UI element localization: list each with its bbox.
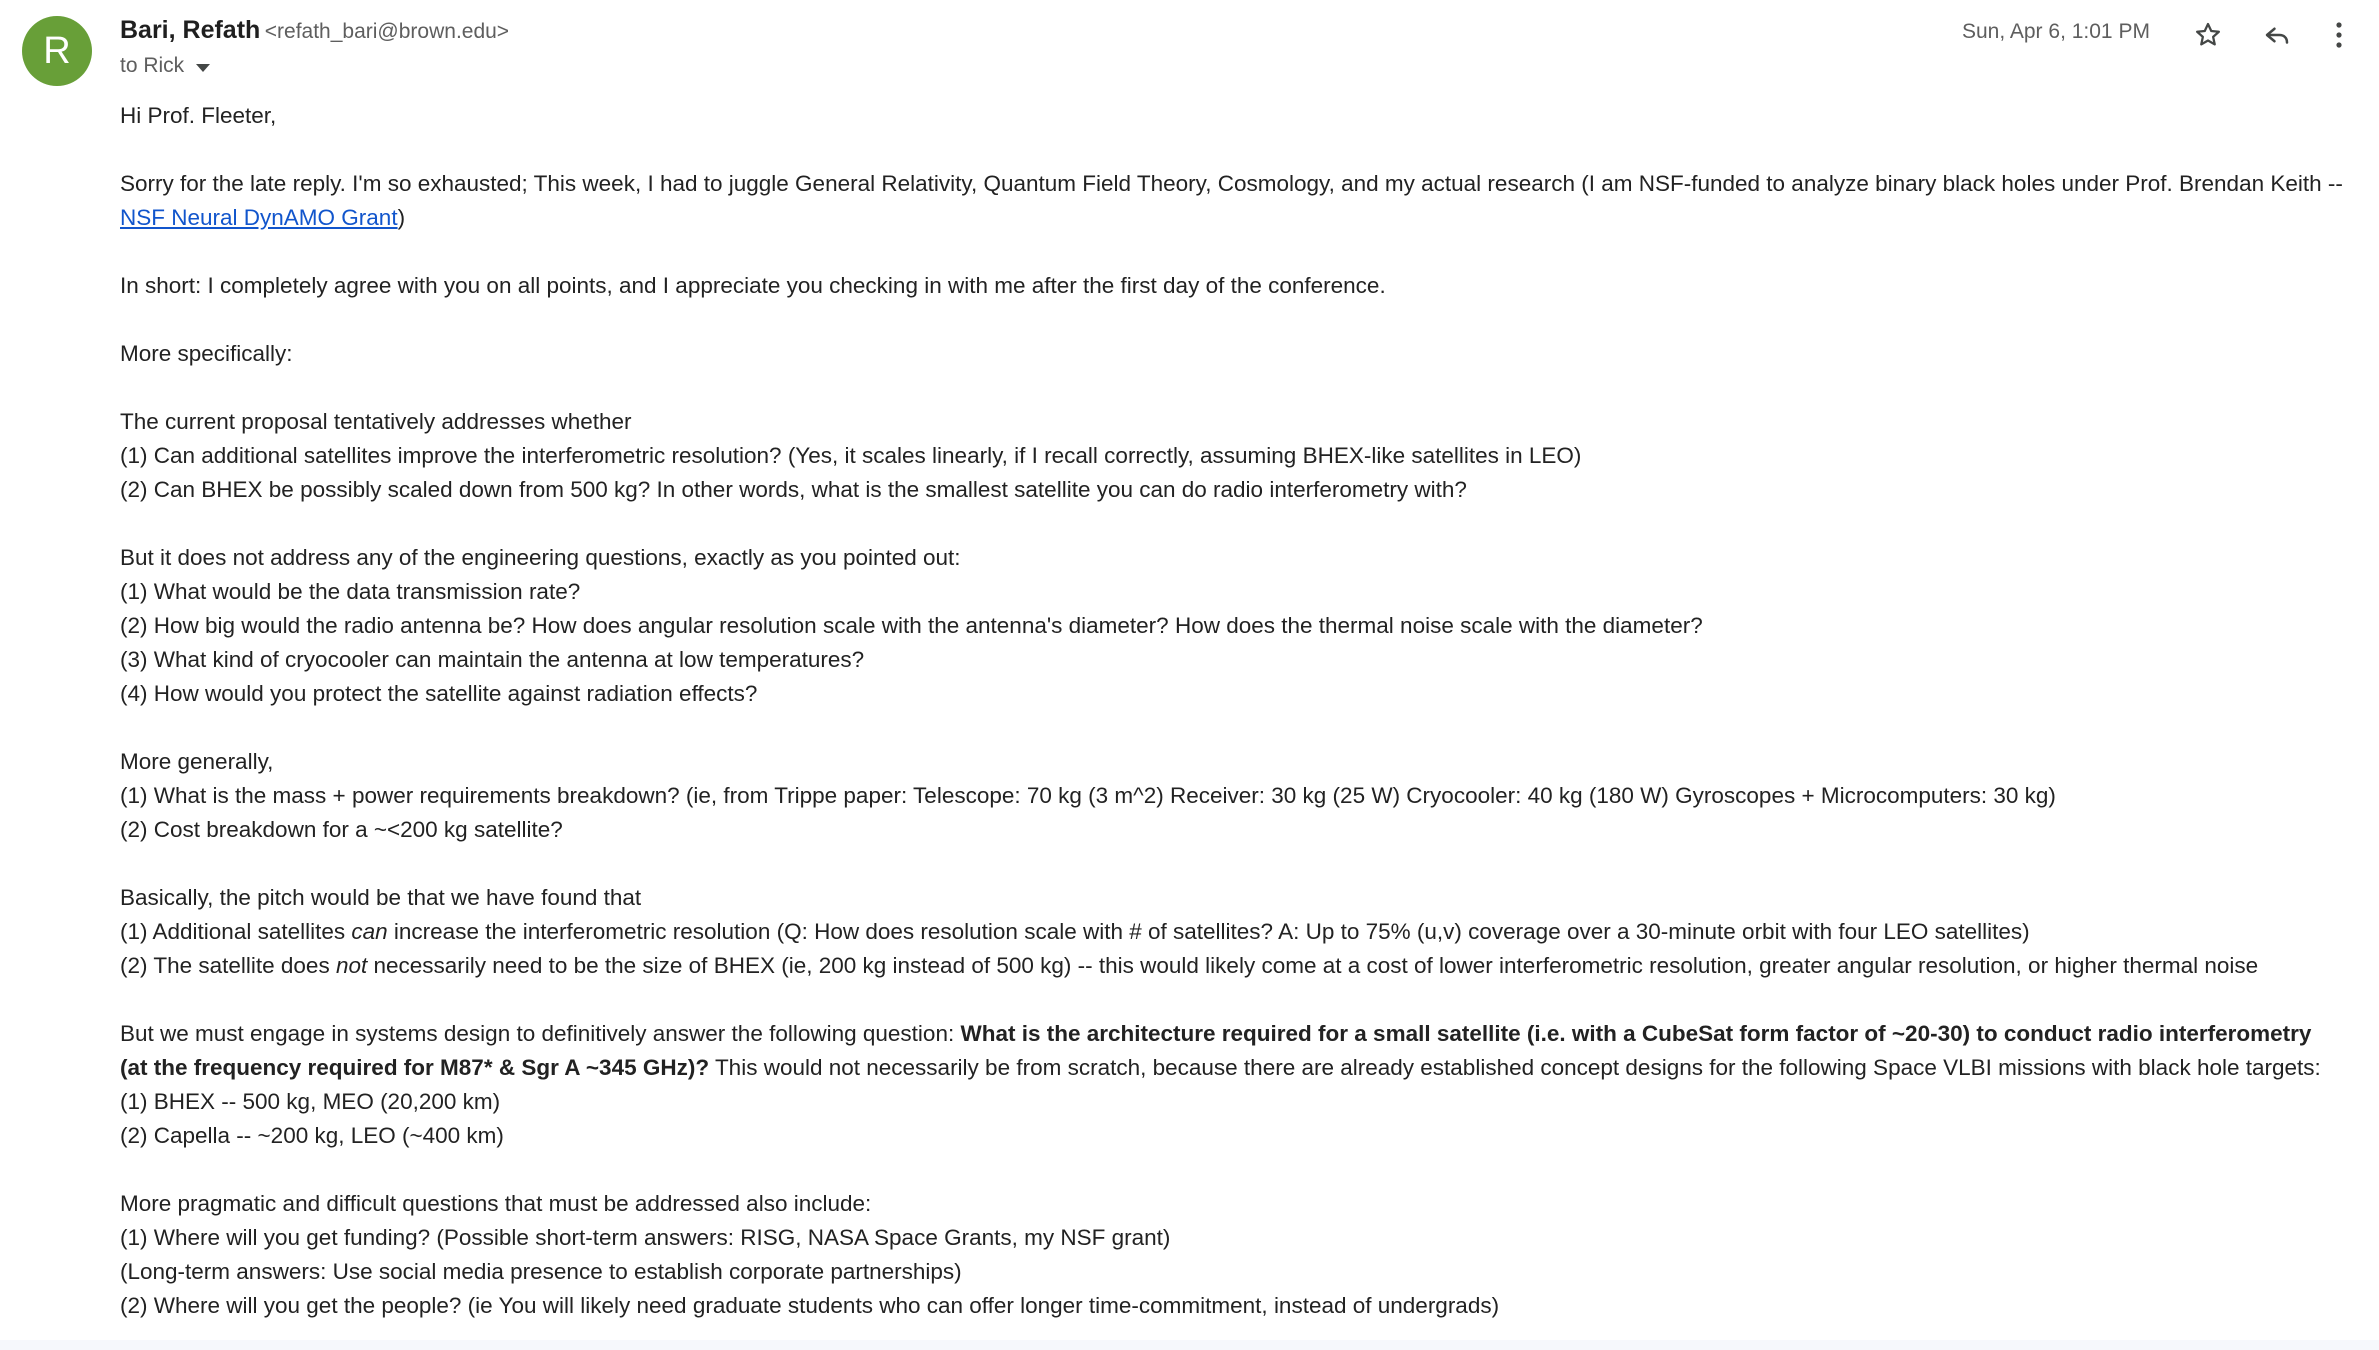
star-icon — [2193, 20, 2223, 50]
pragmatic-paragraph — [120, 1187, 2345, 1323]
short-text: In short: I completely agree with you on all points, and I appreciate you checking in with me after the first day of the conference. — [120, 273, 1386, 298]
reply-button[interactable] — [2255, 13, 2299, 57]
grant-link[interactable]: NSF Neural DynAMO Grant — [120, 205, 398, 230]
more-specifically: More specifically: — [120, 341, 293, 366]
list-item: (3) What kind of cryocooler can maintain the antenna at low temperatures? — [120, 647, 865, 672]
sender-name[interactable]: Bari, Refath — [120, 16, 261, 44]
list-item: (Long-term answers: Use social media presence to establish corporate partnerships) — [120, 1259, 962, 1284]
proposal-intro: The current proposal tentatively addresses whether — [120, 409, 632, 434]
general-paragraph — [120, 745, 2345, 847]
list-item: (1) BHEX -- 500 kg, MEO (20,200 km) — [120, 1089, 501, 1114]
sender-email: <refath_bari@brown.edu> — [264, 20, 510, 43]
list-item: (2) Capella -- ~200 kg, LEO (~400 km) — [120, 1123, 504, 1148]
list-item: (1) Can additional satellites improve the interferometric resolution? (Yes, it scales linearly, if I recall correctly, assuming BHEX-like satellites in LEO) — [120, 443, 1582, 468]
avatar-initial: R — [43, 30, 71, 72]
pitch-1-emphasis: can — [351, 919, 388, 944]
apology-text: Sorry for the late reply. I'm so exhausted; This week, I had to juggle General Relativity, Quantum Field Theory, Cosmology, and my actual research (I am NSF-funded to analyze binary black holes under Prof. Brendan Keith -- — [120, 171, 2343, 196]
systems-question-bold: What is the architecture required for a small satellite (i.e. with a CubeSat form factor of ~20-30) to conduct radio interferometry (at the frequency required for M87* & Sgr A ~345 GHz)? — [120, 1021, 2312, 1080]
more-options-button[interactable] — [2321, 13, 2357, 57]
pragmatic-intro: More pragmatic and difficult questions that must be addressed also include: — [120, 1191, 872, 1216]
short-paragraph — [120, 269, 2345, 303]
pitch-intro: Basically, the pitch would be that we have found that — [120, 885, 642, 910]
greeting-paragraph — [120, 99, 2345, 133]
list-item: (2) Cost breakdown for a ~<200 kg satellite? — [120, 817, 563, 842]
reply-icon — [2262, 20, 2292, 50]
apology-close: ) — [397, 205, 406, 230]
systems-question — [120, 1017, 2345, 1085]
list-item: (1) What would be the data transmission rate? — [120, 579, 581, 604]
engineering-intro: But it does not address any of the engineering questions, exactly as you pointed out: — [120, 545, 961, 570]
list-item: (1) What is the mass + power requirements breakdown? (ie, from Trippe paper: Telescope: 70 kg (3 m^2) Receiver: 30 kg (25 W) Cryocooler: 40 kg (180 W) Gyroscopes + Microcomputers: 30 kg) — [120, 783, 2056, 808]
list-item: (2) How big would the radio antenna be? How does angular resolution scale with the antenna's diameter? How does the thermal noise scale with the diameter? — [120, 613, 1703, 638]
sender-line — [120, 16, 509, 45]
pitch-1-rest: increase the interferometric resolution (Q: How does resolution scale with # of satellites? A: Up to 75% (u,v) coverage over a 30-minute orbit with four LEO satellites) — [387, 919, 2030, 944]
specifics-paragraph — [120, 337, 2345, 371]
message-body — [120, 99, 2345, 1350]
general-intro: More generally, — [120, 749, 274, 774]
pitch-paragraph — [120, 881, 2345, 983]
systems-rest: This would not necessarily be from scratch, because there are already established concept designs for the following Space VLBI missions with black hole targets: — [709, 1055, 2321, 1080]
list-item: (4) How would you protect the satellite against radiation effects? — [120, 681, 758, 706]
avatar[interactable] — [22, 16, 92, 86]
pitch-2-text: (2) The satellite does — [120, 953, 336, 978]
proposal-paragraph — [120, 405, 2345, 507]
more-vert-icon — [2333, 20, 2345, 50]
recipients-toggle[interactable] — [120, 54, 210, 78]
list-item — [120, 915, 2345, 949]
chevron-down-icon[interactable] — [196, 64, 210, 72]
pitch-1-text: (1) Additional satellites — [120, 919, 352, 944]
recipients-label: to Rick — [120, 54, 185, 77]
apology-paragraph — [120, 167, 2345, 235]
systems-text: But we must engage in systems design to definitively answer the following question: — [120, 1021, 961, 1046]
list-item: (2) Can BHEX be possibly scaled down from 500 kg? In other words, what is the smallest satellite you can do radio interferometry with? — [120, 477, 1467, 502]
systems-paragraph — [120, 1017, 2345, 1153]
pitch-2-rest: necessarily need to be the size of BHEX (ie, 200 kg instead of 500 kg) -- this would likely come at a cost of lower interferometric resolution, greater angular resolution, or higher thermal noise — [367, 953, 2259, 978]
greeting: Hi Prof. Fleeter, — [120, 103, 277, 128]
message-date: Sun, Apr 6, 1:01 PM — [1962, 20, 2150, 43]
list-item: (1) Where will you get funding? (Possible short-term answers: RISG, NASA Space Grants, my NSF grant) — [120, 1225, 1171, 1250]
apology-line — [120, 167, 2345, 235]
engineering-paragraph — [120, 541, 2345, 711]
list-item — [120, 949, 2345, 983]
list-item: (2) Where will you get the people? (ie You will likely need graduate students who can offer longer time-commitment, instead of undergrads) — [120, 1293, 1500, 1318]
star-button[interactable] — [2186, 13, 2230, 57]
pitch-2-emphasis: not — [335, 953, 368, 978]
bottom-divider — [0, 1340, 2379, 1350]
